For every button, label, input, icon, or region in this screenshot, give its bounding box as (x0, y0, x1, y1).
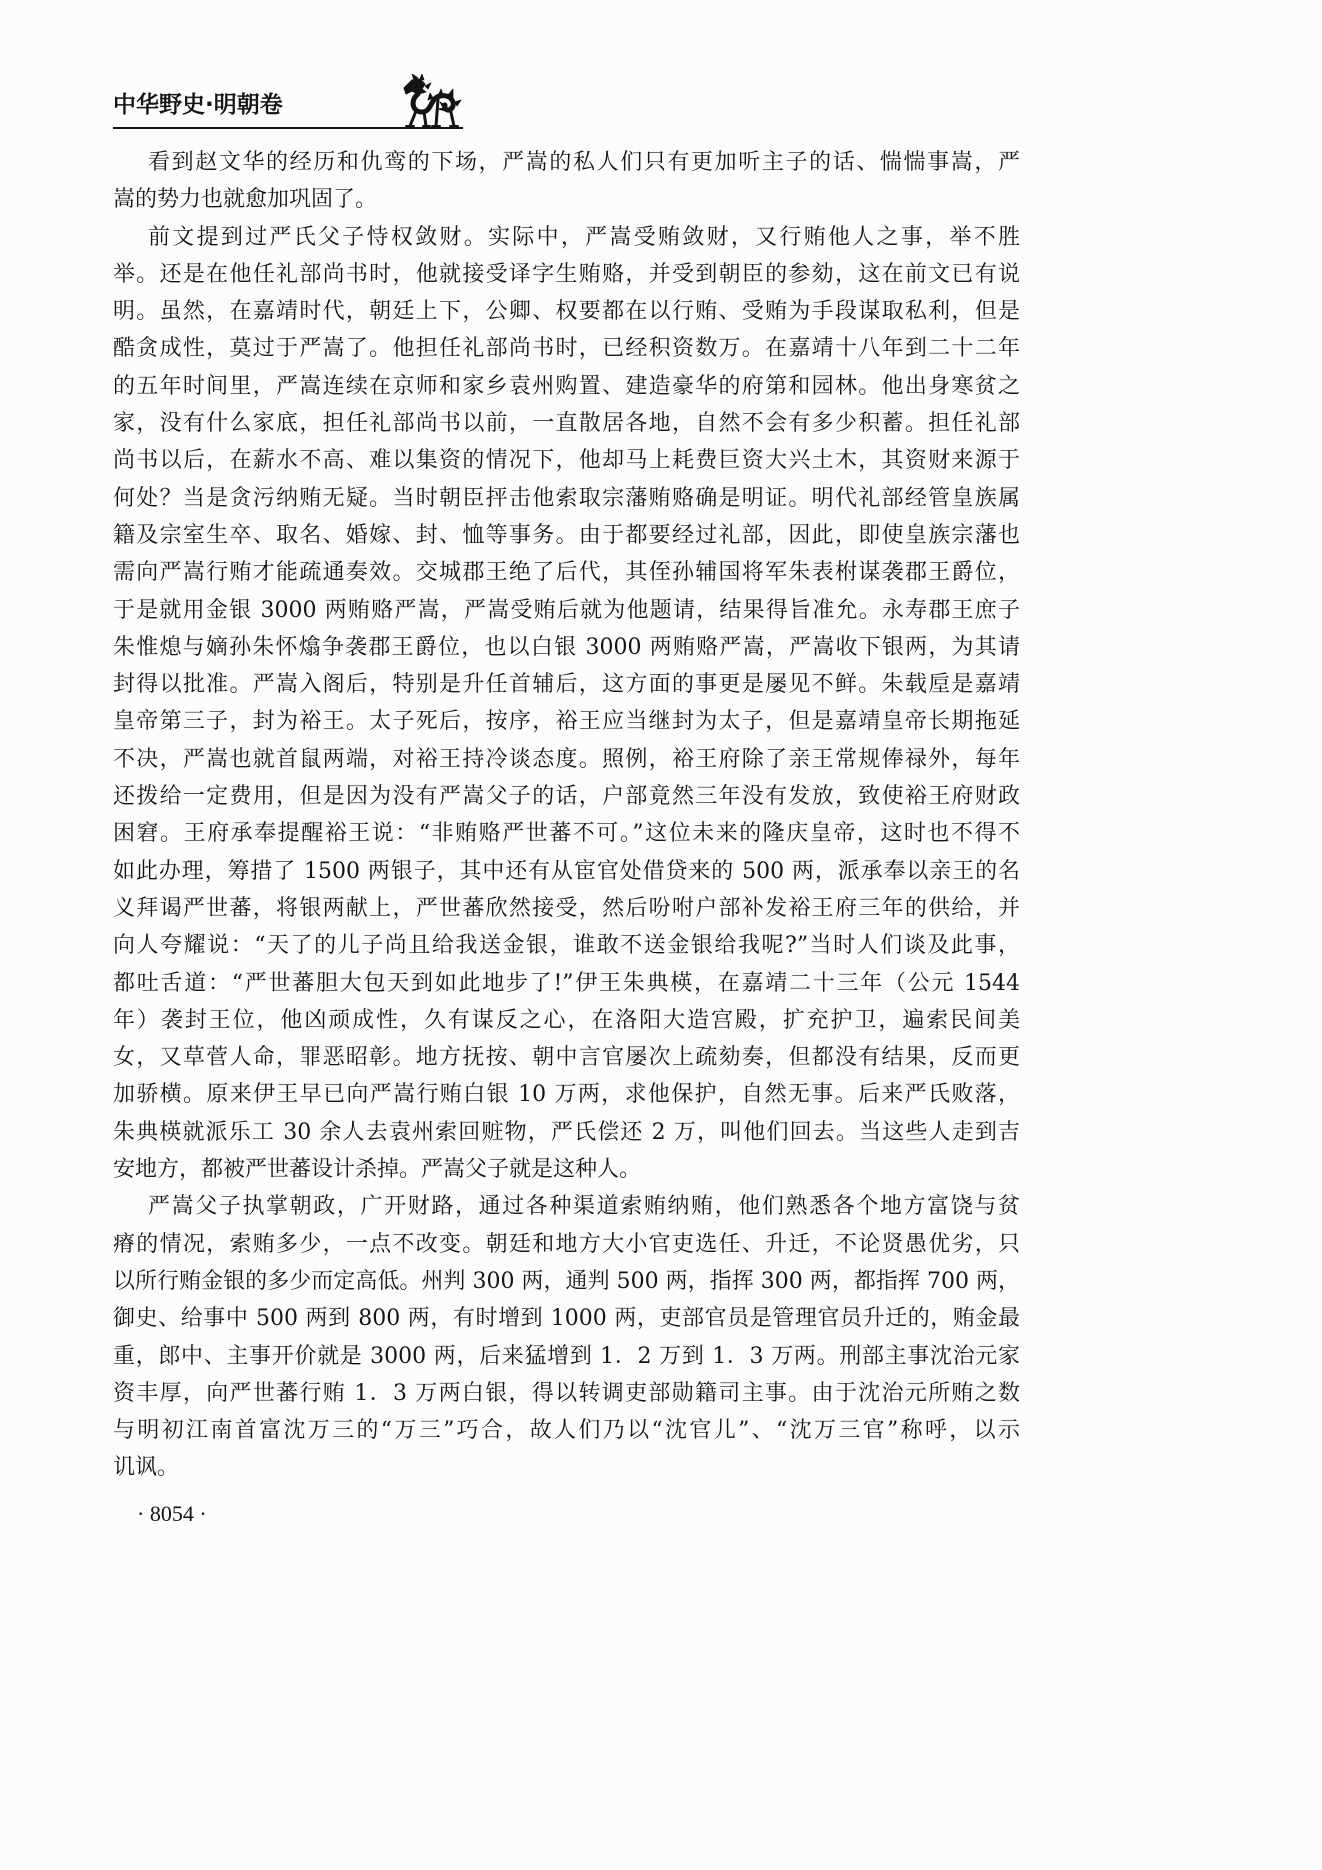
text-line: 家，没有什么家底，担任礼部尚书以前，一直散居各地，自然不会有多少积蓄。担任礼部 (113, 411, 1020, 437)
text-line: 不决，严嵩也就首鼠两端，对裕王持冷谈态度。照例，裕王府除了亲王常规俸禄外，每年 (113, 746, 1020, 772)
text-line: 还拨给一定费用，但是因为没有严嵩父子的话，户部竟然三年没有发放，致使裕王府财政 (113, 784, 1020, 810)
paragraph (113, 1188, 1020, 1486)
text-line: 嵩的势力也就愈加巩固了。 (113, 187, 378, 213)
text-line: 封得以批准。严嵩入阁后，特别是升任首辅后，这方面的事更是屡见不鲜。朱载垕是嘉靖 (113, 672, 1020, 698)
text-line: 资丰厚，向严世蕃行贿 1．3 万两白银，得以转调吏部勋籍司主事。由于沈治元所贿之数 (113, 1380, 1020, 1406)
text-line: 的五年时间里，严嵩连续在京师和家乡袁州购置、建造豪华的府第和园林。他出身寒贫之 (113, 373, 1020, 399)
text-line: 义拜谒严世蕃，将银两献上，严世蕃欣然接受，然后吩咐户部补发裕王府三年的供给，并 (113, 895, 1020, 921)
text-line: 安地方，都被严世蕃设计杀掉。严嵩父子就是这种人。 (113, 1157, 642, 1183)
text-line: 明。虽然，在嘉靖时代，朝廷上下，公卿、权要都在以行贿、受贿为手段谋取私利，但是 (113, 299, 1020, 325)
text-line: 严嵩父子执掌朝政，广开财路，通过各种渠道索贿纳贿，他们熟悉各个地方富饶与贫 (148, 1194, 1020, 1220)
text-line: 以所行贿金银的多少而定高低。州判 300 两，通判 500 两，指挥 300 两，都指挥 700 两， (113, 1268, 1020, 1294)
text-line: 讥讽。 (113, 1455, 180, 1481)
text-line: 尚书以后，在薪水不高、难以集资的情况下，他却马上耗费巨资大兴土木，其资财来源于 (113, 448, 1020, 474)
paragraph (113, 144, 1020, 219)
text-line: 加骄横。原来伊王早已向严嵩行贿白银 10 万两，求他保护，自然无事。后来严氏败落， (113, 1082, 1020, 1108)
text-line: 年）袭封王位，他凶顽成性，久有谋反之心，在洛阳大造宫殿，扩充护卫，遍索民间美 (113, 1007, 1020, 1033)
text-line: 朱惟熄与嫡孙朱怀熻争袭郡王爵位，也以白银 3000 两贿赂严嵩，严嵩收下银两，为其请 (113, 634, 1020, 660)
text-line: 前文提到过严氏父子恃权敛财。实际中，严嵩受贿敛财，又行贿他人之事，举不胜 (148, 224, 1020, 250)
text-line: 举。还是在他任礼部尚书时，他就接受译字生贿赂，并受到朝臣的参劾，这在前文已有说 (113, 261, 1020, 287)
text-line: 御史、给事中 500 两到 800 两，有时增到 1000 两，吏部官员是管理官员升迁的，贿金最 (113, 1306, 1020, 1332)
text-line: 向人夸耀说：“天了的儿子尚且给我送金银，谁敢不送金银给我呢?”当时人们谈及此事， (113, 933, 1020, 959)
text-line: 女，又草菅人命，罪恶昭彰。地方抚按、朝中言官屡次上疏劾奏，但都没有结果，反而更 (113, 1045, 1020, 1071)
paragraph (113, 219, 1020, 1189)
dragon-emblem-icon (398, 74, 464, 128)
text-line: 朱典楧就派乐工 30 余人去袁州索回赃物，严氏偿还 2 万，叫他们回去。当这些人走到吉 (113, 1119, 1020, 1145)
text-line: 困窘。王府承奉提醒裕王说：“非贿赂严世蕃不可。”这位未来的隆庆皇帝，这时也不得不 (113, 821, 1020, 847)
body-text (113, 144, 1020, 1487)
text-line: 瘠的情况，索贿多少，一点不改变。朝廷和地方大小官吏选任、升迁，不论贤愚优劣，只 (113, 1231, 1020, 1257)
text-line: 如此办理，筹措了 1500 两银子，其中还有从宦官处借贷来的 500 两，派承奉以亲王的名 (113, 858, 1020, 884)
text-line: 与明初江南首富沈万三的“万三”巧合，故人们乃以“沈官儿”、“沈万三官”称呼，以示 (113, 1418, 1020, 1444)
page-number: · 8054 · (137, 1501, 207, 1526)
text-line: 皇帝第三子，封为裕王。太子死后，按序，裕王应当继封为太子，但是嘉靖皇帝长期拖延 (113, 709, 1020, 735)
text-line: 看到赵文华的经历和仇鸾的下场，严嵩的私人们只有更加听主子的话、惴惴事嵩，严 (148, 150, 1020, 175)
text-line: 需向严嵩行贿才能疏通奏效。交城郡王绝了后代，其侄孙辅国将军朱表柎谋袭郡王爵位， (113, 560, 1020, 586)
text-line: 酷贪成性，莫过于严嵩了。他担任礼部尚书时，已经积资数万。在嘉靖十八年到二十二年 (113, 336, 1020, 362)
text-line: 重，郎中、主事开价就是 3000 两，后来猛增到 1．2 万到 1．3 万两。刑部主事沈治元家 (113, 1343, 1020, 1369)
text-line: 籍及宗室生卒、取名、婚嫁、封、恤等事务。由于都要经过礼部，因此，即使皇族宗藩也 (113, 522, 1020, 548)
text-line: 于是就用金银 3000 两贿赂严嵩，严嵩受贿后就为他题请，结果得旨准允。永寿郡王庶子 (113, 597, 1020, 623)
text-line: 都吐舌道：“严世蕃胆大包天到如此地步了!”伊王朱典楧，在嘉靖二十三年（公元 1544 (113, 970, 1020, 996)
running-header-title: 中华野史·明朝卷 (113, 92, 283, 118)
header-rule (113, 127, 463, 129)
text-line: 何处？当是贪污纳贿无疑。当时朝臣抨击他索取宗藩贿赂确是明证。明代礼部经管皇族属 (113, 485, 1020, 511)
